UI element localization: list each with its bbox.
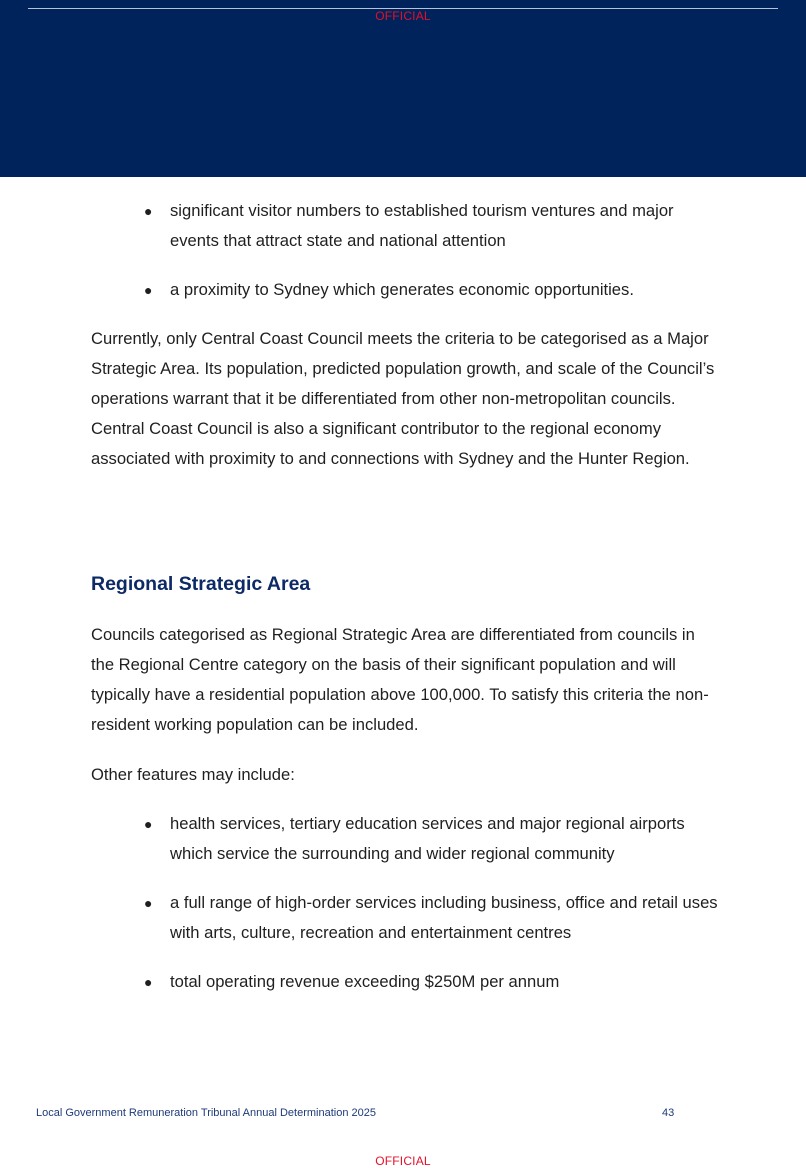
paragraph-text: Currently, only Central Coast Council meets the criteria to be categorised as a Major Strategic Area. Its population, predicted population growth, and scale of the Council’s operations warrant that it be differentiated from other non-metropolitan councils. Central Coast Council is also a significant contributor to the regional economy associated with proximity to and connections with Sydney and the Hunter Region. <box>91 329 715 468</box>
paragraph-regional-strategic-area <box>91 620 721 740</box>
list-item <box>91 196 721 256</box>
section-heading-regional <box>91 569 721 599</box>
list-item <box>91 809 721 869</box>
classification-marker-top: OFFICIAL <box>375 9 431 23</box>
section-heading: Regional Strategic Area <box>91 573 311 595</box>
bullet-list-top <box>91 196 721 324</box>
bullet-list-bottom <box>91 809 721 1016</box>
paragraph-text: Councils categorised as Regional Strategic Area are differentiated from councils in the Regional Centre category on the basis of their significant population and will typically have a residential population above 100,000. To satisfy this criteria the non-resident working population can be included. <box>91 625 709 734</box>
bullet-icon: ● <box>144 974 153 990</box>
list-item-text: significant visitor numbers to established tourism ventures and major events that attract state and national attention <box>170 201 674 250</box>
paragraph-text: Other features may include: <box>91 765 295 784</box>
footer-document-title: Local Government Remuneration Tribunal Annual Determination 2025 <box>36 1107 376 1119</box>
list-item-text: a proximity to Sydney which generates economic opportunities. <box>170 280 634 299</box>
list-item <box>91 967 721 997</box>
bullet-icon: ● <box>144 203 153 219</box>
list-item-text: total operating revenue exceeding $250M per annum <box>170 972 560 991</box>
classification-marker-bottom: OFFICIAL <box>375 1154 431 1168</box>
paragraph-other-features <box>91 760 721 790</box>
list-item-text: a full range of high-order services including business, office and retail uses with arts, culture, recreation and entertainment centres <box>170 893 718 942</box>
bullet-icon: ● <box>144 816 153 832</box>
list-item <box>91 275 721 305</box>
bullet-icon: ● <box>144 895 153 911</box>
paragraph-major-strategic-area <box>91 324 721 474</box>
bullet-icon: ● <box>144 282 153 298</box>
list-item <box>91 888 721 948</box>
list-item-text: health services, tertiary education services and major regional airports which service the surrounding and wider regional community <box>170 814 685 863</box>
header-band <box>0 0 806 177</box>
footer-page-number: 43 <box>662 1107 675 1119</box>
